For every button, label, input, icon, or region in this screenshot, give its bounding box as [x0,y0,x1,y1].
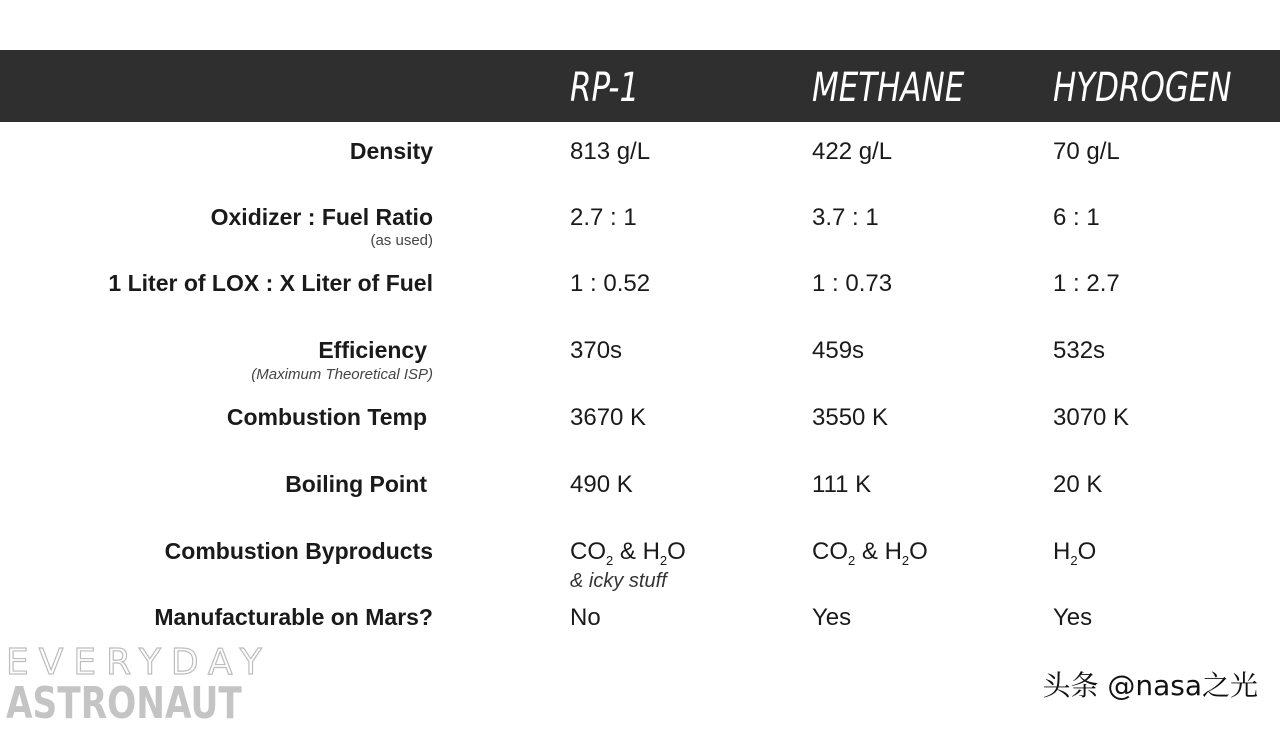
cell-methane: 3.7 : 1 [812,204,879,231]
table-row-combustion-temp [0,396,1280,462]
logo-top-text: EVERYDAY [6,642,272,683]
cell-hydrogen: $H_2O$ [1053,538,1097,568]
cell-hydrogen: 20 K [1053,471,1103,498]
row-label: Combustion Temp [226,404,427,430]
header-bar [0,50,1280,122]
row-label: Manufacturable on Mars? [154,604,433,630]
cell-methane: Yes [812,604,852,631]
table-row-efficiency [0,329,1280,395]
column-header-rp1: RP-1 [570,65,640,111]
logo-bottom-text: ASTRONAUT [6,678,242,729]
row-label: Combustion Byproducts [164,538,433,564]
cell-hydrogen: Yes [1053,604,1093,631]
cell-methane: 111 K [812,471,872,498]
cell-methane: $CO_2$ & $H_2O$ [812,538,928,568]
cell-methane: 1 : 0.73 [812,270,893,297]
column-header-methane: METHANE [812,65,965,111]
table-row-byproducts [0,530,1280,596]
everyday-astronaut-logo [6,642,306,729]
cell-rp1: $CO_2$ & $H_2O$ [570,538,686,568]
row-label: Density [349,138,433,164]
cell-rp1: 1 : 0.52 [570,270,651,297]
cell-hydrogen: 6 : 1 [1053,204,1100,231]
cell-rp1-note: & icky stuff [570,570,667,592]
cell-rp1: No [570,604,601,631]
row-label: 1 Liter of LOX : X Liter of Fuel [108,270,433,296]
column-header-hydrogen: HYDROGEN [1053,65,1232,111]
cell-rp1: 813 g/L [570,138,651,165]
cell-rp1: 490 K [570,471,633,498]
row-label: Oxidizer : Fuel Ratio [210,204,433,230]
row-label: Efficiency [318,337,427,363]
cell-hydrogen: 1 : 2.7 [1053,270,1120,297]
cell-hydrogen: 532s [1053,337,1106,364]
cell-hydrogen: 3070 K [1053,404,1130,431]
table-row-boiling-point [0,463,1280,529]
cell-methane: 459s [812,337,865,364]
cell-methane: 3550 K [812,404,889,431]
table-row-oxidizer-ratio [0,196,1280,262]
cell-rp1: 3670 K [570,404,647,431]
row-label: Boiling Point [285,471,427,497]
table-row-lox-volume [0,262,1280,328]
cell-hydrogen: 70 g/L [1053,138,1120,165]
cell-rp1: 370s [570,337,623,364]
row-sublabel: (as used) [370,232,433,249]
cell-rp1: 2.7 : 1 [570,204,637,231]
table-row-density [0,130,1280,196]
row-sublabel: (Maximum Theoretical ISP) [251,366,433,383]
cell-methane: 422 g/L [812,138,893,165]
watermark: 头条 @nasa之光 [1042,669,1258,702]
